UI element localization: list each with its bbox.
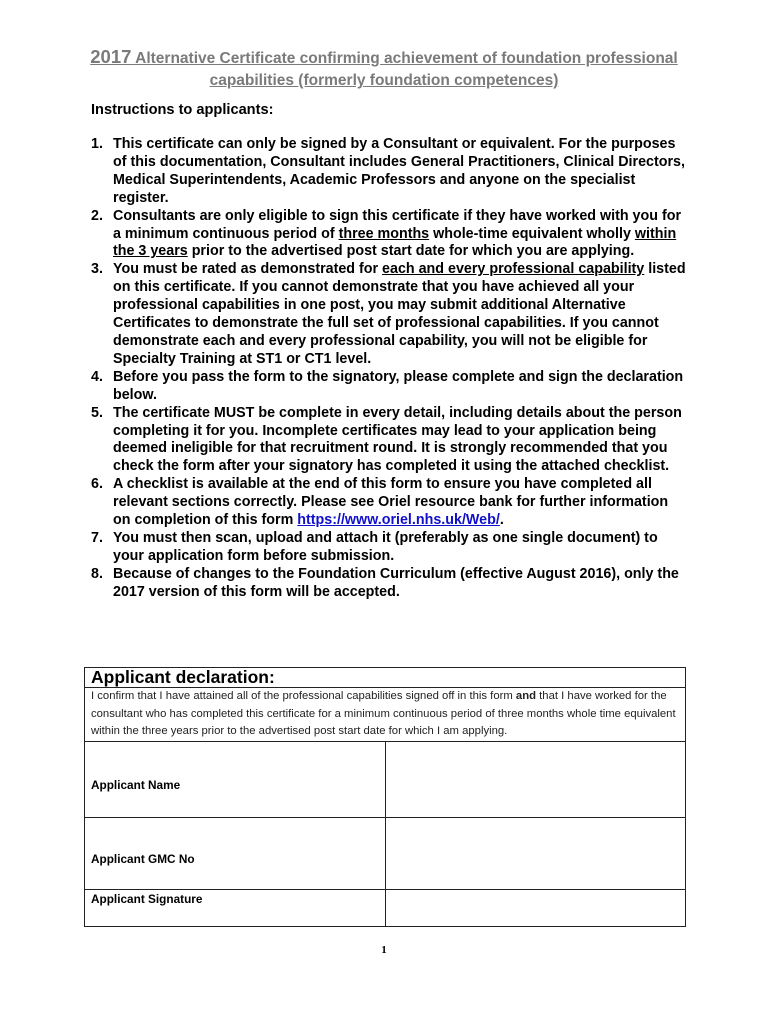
page-number: 1 [381, 944, 387, 956]
applicant-declaration-table [84, 667, 686, 927]
declaration-statement: I confirm that I have attained all of the professional capabilities signed off in this form and that I have worked for the consultant who has completed this certificate for a minimum continuous period of three months whole time equivalent within the three years prior to the advertised post start date for which I am applying. [85, 688, 686, 742]
applicant-gmc-label: Applicant GMC No [85, 817, 386, 889]
instruction-item: 2. Consultants are only eligible to sign this certificate if they have worked with you for a minimum continuous period of three months whole-time equivalent wholly within the 3 years prior to the advertised post start date for which you are applying. [91, 207, 682, 260]
applicant-name-field[interactable] [385, 741, 686, 817]
instruction-item: 7. You must then scan, upload and attach it (preferably as one single document) to your application form before submission. [91, 529, 658, 564]
oriel-link[interactable]: https://www.oriel.nhs.uk/Web/ [297, 512, 500, 529]
instruction-item: 4. Before you pass the form to the signatory, please complete and sign the declaration below. [91, 368, 684, 403]
document-title [60, 46, 708, 92]
instruction-item: 3. You must be rated as demonstrated for each and every professional capability listed on this certificate. If you cannot demonstrate that you have achieved all your professional capabilities in one post, you may submit additional Alternative Certificates to demonstrate the full set of professional capabilities. If you cannot demonstrate each and every professional capability, you will not be eligible for Specialty Training at ST1 or CT1 level. [91, 261, 686, 367]
applicant-signature-label: Applicant Signature [85, 889, 386, 926]
title-line1: Alternative Certificate confirming achievement of foundation professional [131, 50, 678, 67]
instructions-heading: Instructions to applicants: [91, 102, 274, 118]
applicant-gmc-field[interactable] [385, 817, 686, 889]
applicant-name-label: Applicant Name [85, 741, 386, 817]
instruction-item: 6. A checklist is available at the end of this form to ensure you have completed all relevant sections correctly. Please see Oriel resource bank for further information on completion of this form https://www.oriel.nhs.uk/Web/. [91, 476, 669, 529]
instruction-item: 8. Because of changes to the Foundation Curriculum (effective August 2016), only the 2017 version of this form will be accepted. [91, 565, 679, 600]
applicant-signature-field[interactable] [385, 889, 686, 926]
instruction-item: 5. The certificate MUST be complete in every detail, including details about the person completing it for you. Incomplete certificates may lead to your application being deemed ineligible for that recruitment round. It is strongly recommended that you check the form after your signatory has completed it using the attached checklist. [91, 404, 682, 475]
title-year: 2017 [90, 46, 132, 67]
title-line2: capabilities (formerly foundation competences) [209, 72, 559, 89]
instructions-list [91, 136, 686, 602]
instruction-item: 1. This certificate can only be signed by a Consultant or equivalent. For the purposes of this documentation, Consultant includes General Practitioners, Clinical Directors, Medical Superintendents, Academic Professors and anyone on the specialist register. [91, 136, 685, 206]
declaration-heading: Applicant declaration: [85, 668, 686, 688]
